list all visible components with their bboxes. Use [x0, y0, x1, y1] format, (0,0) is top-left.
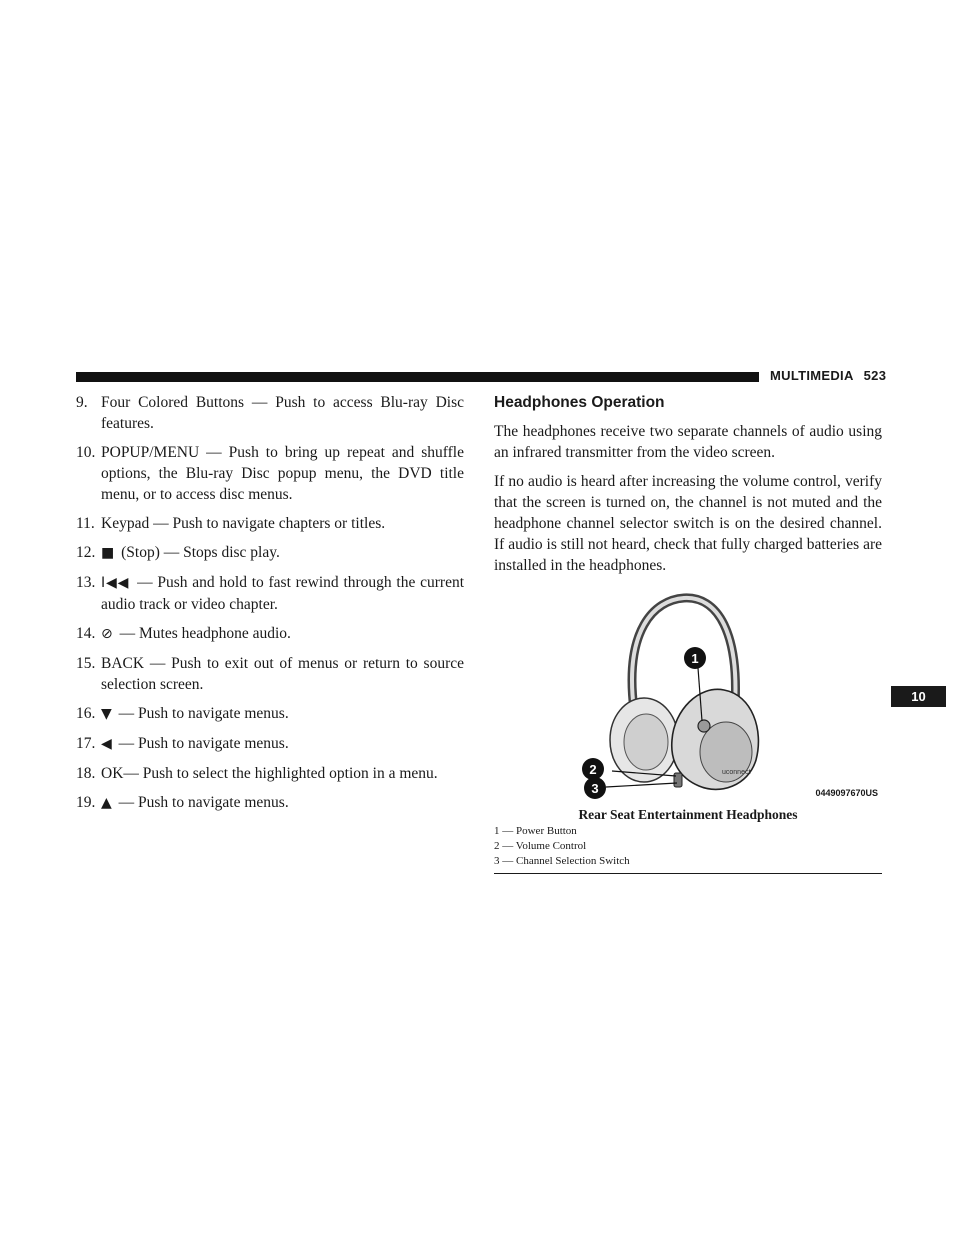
section-heading: Headphones Operation [494, 394, 665, 411]
list-item: 15. BACK — Push to exit out of menus or return to source selection screen. [76, 655, 464, 693]
svg-text:2: 2 [589, 762, 597, 777]
button-list [76, 392, 464, 822]
mute-icon: ⊘ [101, 626, 113, 642]
legend-item: 2 — Volume Control [494, 840, 587, 852]
section-title: MULTIMEDIA [770, 368, 854, 383]
callout-2 [582, 758, 604, 780]
headphones-section [494, 392, 882, 874]
svg-text:1: 1 [691, 651, 699, 666]
list-item: 10. POPUP/MENU — Push to bring up repeat and shuffle options, the Blu-ray Disc popup menu, the DVD title menu, or to access disc menus. [76, 444, 464, 503]
paragraph: If no audio is heard after increasing the volume control, verify that the screen is turned on, the channel is not muted and the headphone channel selector switch is on the desired channel. If audio is still not heard, check that fully charged batteries are installed in the headphones. [494, 473, 882, 574]
figure-caption: Rear Seat Entertainment Headphones [578, 807, 798, 822]
callout-1 [684, 647, 706, 669]
stop-icon: ■ [101, 545, 115, 561]
legend-item: 3 — Channel Selection Switch [494, 855, 630, 867]
list-item: 16. ▼ — Push to navigate menus. [76, 705, 289, 722]
up-arrow-icon: ▲ [101, 795, 112, 811]
headphones-illustration [494, 590, 882, 800]
left-arrow-icon: ◀ [101, 736, 112, 752]
list-item: 13. I◀◀ — Push and hold to fast rewind through the current audio track or video chapter. [76, 574, 465, 613]
chapter-tab[interactable]: 10 [891, 686, 946, 707]
page-number: 523 [863, 368, 887, 383]
list-item: 11. Keypad — Push to navigate chapters or titles. [76, 515, 386, 532]
legend-item: 1 — Power Button [494, 825, 577, 837]
list-item: 17. ◀ — Push to navigate menus. [76, 735, 289, 752]
svg-text:uconnect: uconnect [722, 769, 751, 776]
running-header [770, 368, 890, 383]
image-code: 0449097670US [815, 788, 878, 798]
list-item: 12. ■ (Stop) — Stops disc play. [76, 544, 280, 561]
list-item: 14. ⊘ — Mutes headphone audio. [76, 625, 291, 642]
headphones-figure [494, 590, 882, 800]
rewind-icon: I◀◀ [101, 575, 130, 591]
callout-3 [584, 777, 606, 799]
down-arrow-icon: ▼ [101, 706, 112, 722]
list-item: 18. OK— Push to select the highlighted option in a menu. [76, 765, 438, 782]
figure-legend [494, 824, 882, 869]
figure-bottom-rule [494, 873, 882, 874]
list-item: 9. Four Colored Buttons — Push to access Blu-ray Disc features. [76, 394, 464, 432]
svg-text:3: 3 [591, 781, 599, 796]
paragraph: The headphones receive two separate channels of audio using an infrared transmitter from the video screen. [494, 423, 882, 461]
list-item: 19. ▲ — Push to navigate menus. [76, 794, 289, 811]
header-rule [76, 372, 759, 382]
